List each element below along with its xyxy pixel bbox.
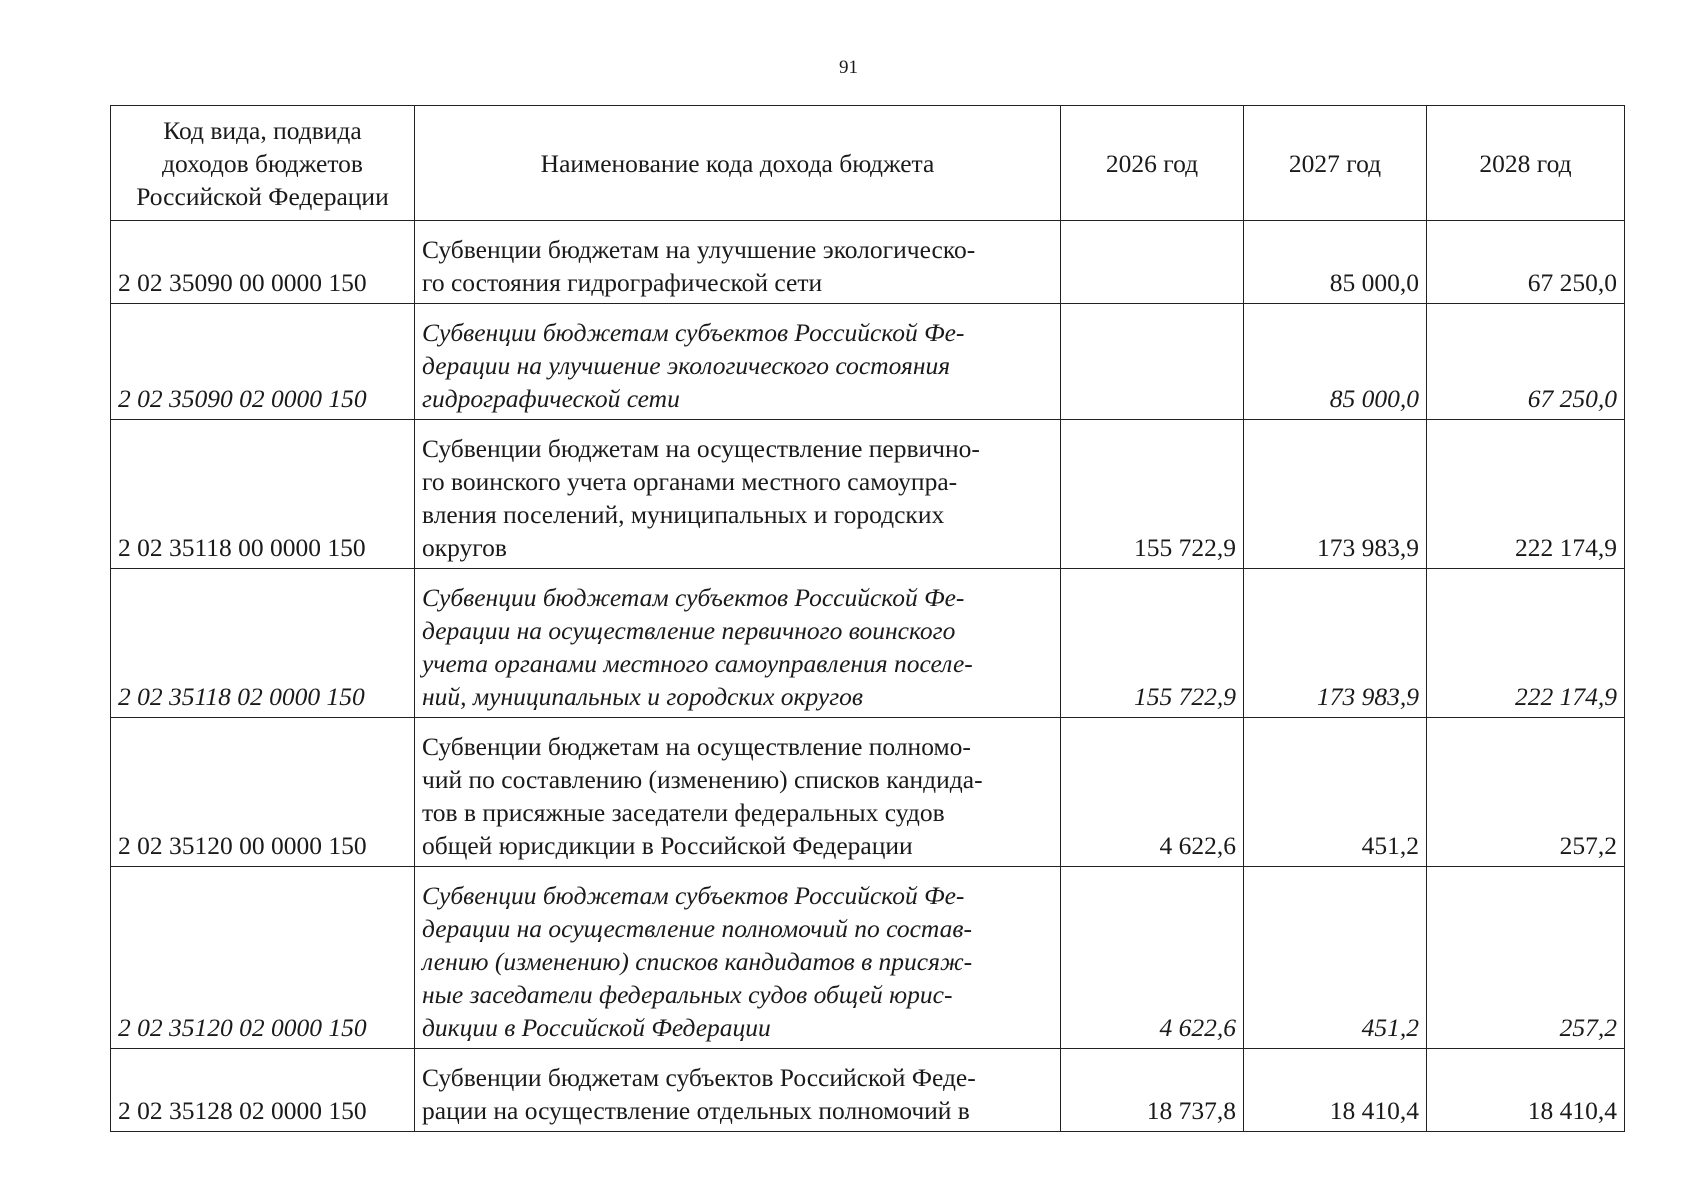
header-2026: 2026 год (1061, 106, 1244, 221)
row-name (415, 1049, 1061, 1132)
row-name-line: Субвенции бюджетам субъектов Российской Феде- (422, 1063, 976, 1092)
header-2027: 2027 год (1244, 106, 1427, 221)
table-row (111, 420, 1625, 569)
header-code (111, 106, 415, 221)
table-row (111, 1049, 1625, 1132)
table-row (111, 718, 1625, 867)
row-code: 2 02 35120 00 0000 150 (111, 718, 415, 867)
row-name-line: дерации на осуществление первичного воинского (422, 616, 956, 645)
row-value-2026: 155 722,9 (1061, 420, 1244, 569)
table-header-row (111, 106, 1625, 221)
row-name-line: ные заседатели федеральных судов общей юрис- (422, 980, 953, 1009)
row-code: 2 02 35128 02 0000 150 (111, 1049, 415, 1132)
row-value-2027: 451,2 (1244, 718, 1427, 867)
header-code-line: Код вида, подвида (163, 115, 362, 145)
row-name-line: дерации на улучшение экологического состояния (422, 351, 951, 380)
row-name-line: учета органами местного самоуправления поселе- (422, 649, 973, 678)
table-row (111, 569, 1625, 718)
row-name (415, 304, 1061, 420)
table-row (111, 221, 1625, 304)
row-name-line: дерации на осуществление полномочий по состав- (422, 914, 972, 943)
row-name-line: вления поселений, муниципальных и городских (422, 500, 945, 529)
row-name (415, 867, 1061, 1049)
budget-revenue-table (110, 105, 1625, 1132)
row-value-2026: 155 722,9 (1061, 569, 1244, 718)
row-name-line: тов в присяжные заседатели федеральных судов (422, 798, 945, 827)
row-name (415, 718, 1061, 867)
row-code: 2 02 35118 02 0000 150 (111, 569, 415, 718)
row-name-line: Субвенции бюджетам субъектов Российской Фе- (422, 881, 965, 910)
row-value-2027: 85 000,0 (1244, 221, 1427, 304)
row-value-2026: 18 737,8 (1061, 1049, 1244, 1132)
row-name (415, 569, 1061, 718)
row-value-2028: 67 250,0 (1427, 221, 1625, 304)
table-row (111, 867, 1625, 1049)
row-name-line: Субвенции бюджетам субъектов Российской Фе- (422, 318, 965, 347)
row-code: 2 02 35090 02 0000 150 (111, 304, 415, 420)
row-name-line: Субвенции бюджетам на осуществление полномо- (422, 732, 971, 761)
row-value-2027: 18 410,4 (1244, 1049, 1427, 1132)
row-name-line: рации на осуществление отдельных полномочий в (422, 1096, 970, 1125)
row-value-2028: 222 174,9 (1427, 420, 1625, 569)
row-value-2026: 4 622,6 (1061, 867, 1244, 1049)
row-name-line: го воинского учета органами местного самоупра- (422, 467, 958, 496)
row-name-line: округов (422, 533, 507, 562)
row-value-2028: 222 174,9 (1427, 569, 1625, 718)
row-value-2026: 4 622,6 (1061, 718, 1244, 867)
row-value-2028: 67 250,0 (1427, 304, 1625, 420)
row-value-2027: 85 000,0 (1244, 304, 1427, 420)
row-name-line: лению (изменению) списков кандидатов в присяж- (422, 947, 973, 976)
row-value-2028: 257,2 (1427, 718, 1625, 867)
row-value-2028: 18 410,4 (1427, 1049, 1625, 1132)
row-name (415, 420, 1061, 569)
row-name (415, 221, 1061, 304)
header-code-line: доходов бюджетов (162, 148, 363, 178)
header-name: Наименование кода дохода бюджета (415, 106, 1061, 221)
row-name-line: Субвенции бюджетам на осуществление первично- (422, 434, 980, 463)
header-2028: 2028 год (1427, 106, 1625, 221)
row-name-line: гидрографической сети (422, 384, 680, 413)
row-value-2027: 173 983,9 (1244, 569, 1427, 718)
row-name-line: Субвенции бюджетам субъектов Российской Фе- (422, 583, 965, 612)
row-value-2027: 173 983,9 (1244, 420, 1427, 569)
header-code-line: Российской Федерации (136, 181, 389, 211)
row-value-2028: 257,2 (1427, 867, 1625, 1049)
row-name-line: дикции в Российской Федерации (422, 1013, 771, 1042)
row-name-line: чий по составлению (изменению) списков кандида- (422, 765, 983, 794)
page-number: 91 (839, 57, 858, 78)
row-value-2026 (1061, 221, 1244, 304)
table-row (111, 304, 1625, 420)
row-value-2026 (1061, 304, 1244, 420)
row-code: 2 02 35090 00 0000 150 (111, 221, 415, 304)
row-name-line: ний, муниципальных и городских округов (422, 682, 863, 711)
row-code: 2 02 35120 02 0000 150 (111, 867, 415, 1049)
row-name-line: Субвенции бюджетам на улучшение экологическо- (422, 235, 976, 264)
row-name-line: го состояния гидрографической сети (422, 268, 823, 297)
row-name-line: общей юрисдикции в Российской Федерации (422, 831, 913, 860)
row-code: 2 02 35118 00 0000 150 (111, 420, 415, 569)
row-value-2027: 451,2 (1244, 867, 1427, 1049)
